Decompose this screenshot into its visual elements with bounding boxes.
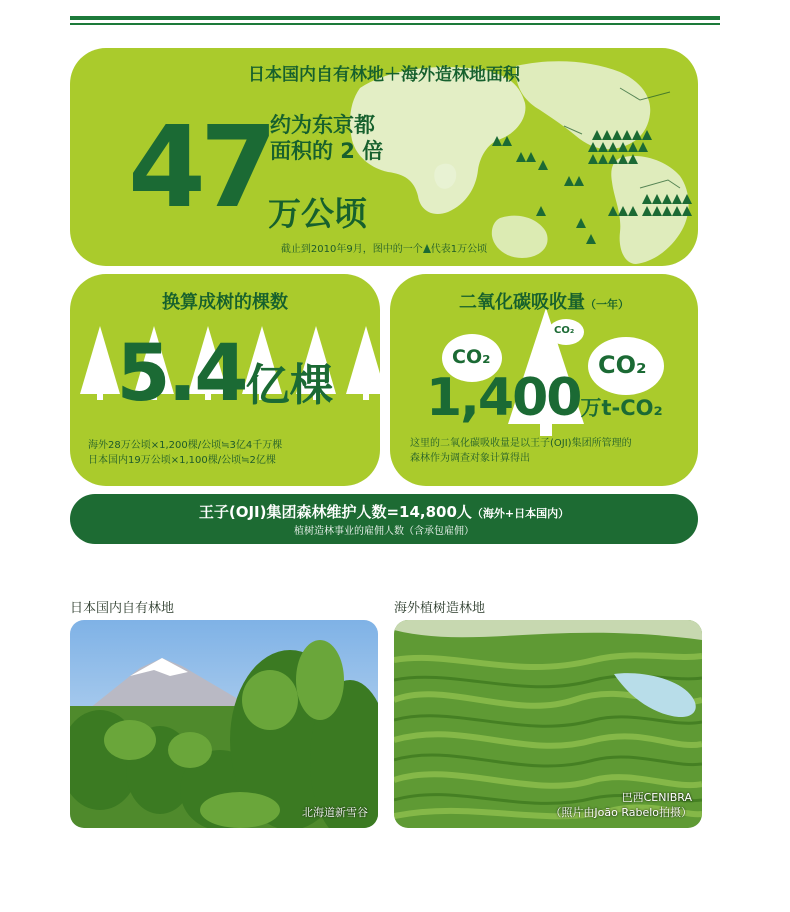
staff-count-text: 王子(OJI)集团森林维护人数=14,800人 xyxy=(198,503,472,521)
tree-count-panel xyxy=(70,274,380,486)
staff-count-main xyxy=(70,501,698,522)
photo-japan-caption-line1: 北海道新雪谷 xyxy=(302,806,368,819)
tokyo-comparison-line1: 约为东京都 xyxy=(270,113,375,137)
co2-bubble-left: CO₂ xyxy=(452,346,491,368)
tree-count-value xyxy=(70,329,380,435)
tokyo-comparison xyxy=(270,112,383,164)
photo-brazil-caption-line2: （照片由João Rabelo拍摄） xyxy=(550,806,692,819)
co2-bubble-small: CO₂ xyxy=(554,325,575,336)
tree-count-note xyxy=(88,438,282,468)
tree-count-note-line2: 日本国内19万公顷×1,100棵/公顷≒2亿棵 xyxy=(88,455,276,466)
area-unit: 万公顷 xyxy=(268,194,367,233)
co2-amount-unit: 万t-CO₂ xyxy=(580,396,663,420)
staff-count-bar xyxy=(70,494,698,544)
tree-legend-icon xyxy=(423,244,431,253)
photo-label-japan: 日本国内自有林地 xyxy=(70,601,175,616)
map-note-prefix: 截止到2010年9月，图中的一个 xyxy=(280,244,423,255)
map-note-suffix: 代表1万公顷 xyxy=(430,244,488,255)
co2-amount xyxy=(426,368,663,428)
co2-amount-number: 1,400 xyxy=(426,368,581,428)
area-big-number: 47 xyxy=(128,103,272,233)
tree-count-note-line1: 海外28万公顷×1,200棵/公顷≒3亿4千万棵 xyxy=(88,440,283,451)
photo-japan-forest xyxy=(70,620,378,828)
forest-area-panel xyxy=(70,48,698,266)
tree-count-title: 换算成树的棵数 xyxy=(162,292,288,313)
co2-note-line1: 这里的二氧化碳吸收量是以王子(OJI)集团所管理的 xyxy=(410,438,632,449)
photo-brazil-caption xyxy=(550,790,692,820)
photo-brazil-caption-line1: 巴西CENIBRA xyxy=(621,791,692,804)
co2-note-line2: 森林作为调查对象计算得出 xyxy=(410,453,530,464)
japan-forest-image xyxy=(70,620,378,828)
co2-title-row xyxy=(390,288,698,314)
tree-count-number: 5.4 xyxy=(116,329,246,419)
tree-count-unit: 亿棵 xyxy=(245,360,334,411)
map-note xyxy=(70,240,698,255)
staff-count-paren: （海外+日本国内） xyxy=(471,507,570,520)
photo-japan-caption xyxy=(302,805,368,820)
co2-bubble-right: CO₂ xyxy=(598,351,647,379)
co2-note xyxy=(410,436,632,466)
tokyo-comparison-line2: 面积的 2 倍 xyxy=(270,139,384,163)
photo-label-overseas: 海外植树造林地 xyxy=(394,601,486,616)
top-rule-thick xyxy=(70,16,720,20)
co2-title: 二氧化碳吸收量 xyxy=(459,292,585,313)
co2-title-suffix: （一年） xyxy=(585,298,629,311)
staff-count-sub: 植树造林事业的雇佣人数（含承包雇佣） xyxy=(294,526,474,537)
main-panel-title: 日本国内自有林地＋海外造林地面积 xyxy=(248,65,520,85)
top-rule-thin xyxy=(70,23,720,25)
photo-brazil-forest xyxy=(394,620,702,828)
co2-absorption-panel xyxy=(390,274,698,486)
